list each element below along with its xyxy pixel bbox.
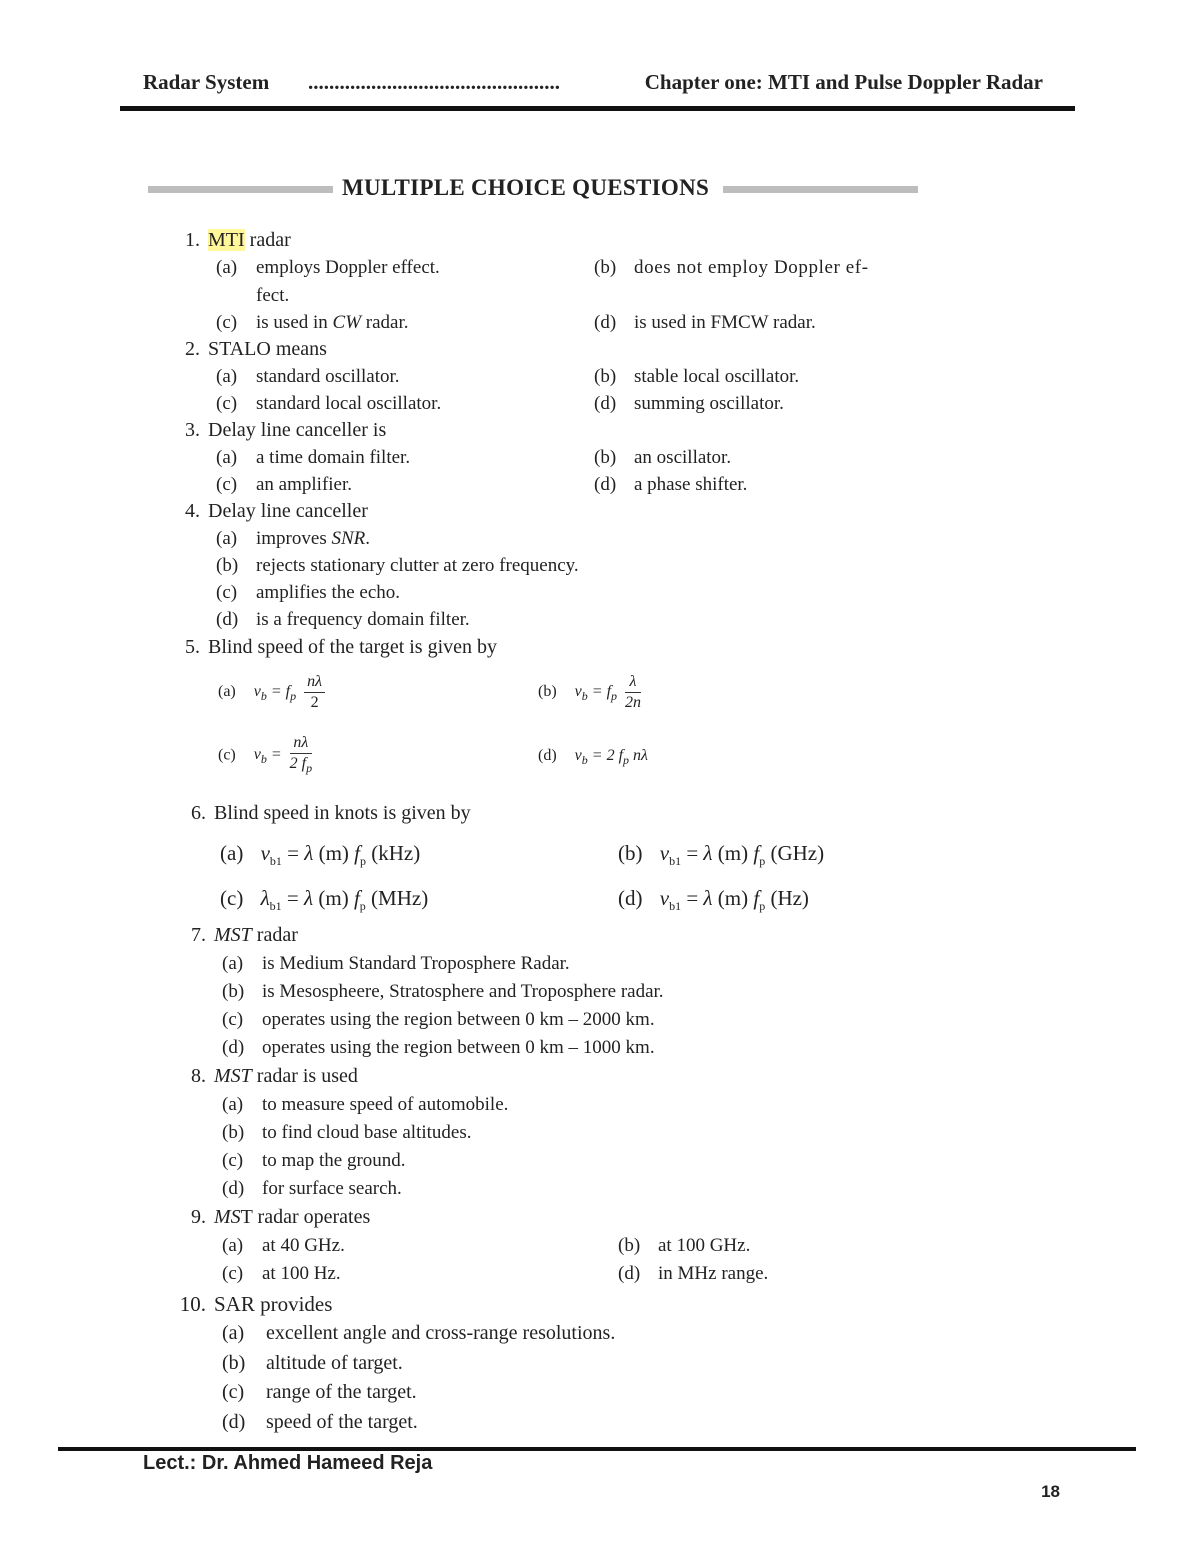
option-text: speed of the target. xyxy=(266,1411,418,1433)
option-label: (b) xyxy=(618,841,643,865)
text-part: is used in xyxy=(256,312,333,333)
question-stem: Delay line canceller is xyxy=(208,419,387,441)
option-text: to find cloud base altitudes. xyxy=(262,1122,472,1143)
option-5a xyxy=(218,672,325,713)
option-5b xyxy=(538,672,641,713)
option-label: (d) xyxy=(538,747,557,764)
page-header xyxy=(143,70,1043,100)
option-text: to map the ground. xyxy=(262,1150,406,1171)
option-text: rejects stationary clutter at zero frequency. xyxy=(256,555,579,576)
option-text: fect. xyxy=(256,285,290,306)
footer-rule xyxy=(58,1447,1136,1451)
option-text: is a frequency domain filter. xyxy=(256,609,470,630)
option-text: range of the target. xyxy=(266,1381,417,1403)
option-text: is Mesospheere, Stratosphere and Troposphere radar. xyxy=(262,981,664,1002)
option-label: (c) xyxy=(216,393,238,414)
option-text: is Medium Standard Troposphere Radar. xyxy=(262,953,570,974)
question-stem: Blind speed of the target is given by xyxy=(208,636,498,658)
option-label: (a) xyxy=(222,1094,244,1115)
question-number: 10. xyxy=(179,1292,206,1316)
option-label: (b) xyxy=(594,447,617,468)
option-6d xyxy=(618,886,809,914)
text-part: . xyxy=(365,528,370,549)
unit: (Hz) xyxy=(770,886,809,910)
option-6c xyxy=(220,886,428,914)
option-label: (a) xyxy=(216,528,238,549)
question-stem: SAR provides xyxy=(214,1292,333,1316)
option-label: (a) xyxy=(222,953,244,974)
stem-text: radar xyxy=(244,229,291,251)
option-label: (d) xyxy=(594,393,617,414)
question-number: 2. xyxy=(185,338,200,360)
option-5d xyxy=(538,747,648,768)
question-number: 3. xyxy=(185,419,200,441)
option-label: (c) xyxy=(218,746,236,764)
option-text: for surface search. xyxy=(262,1178,402,1199)
option-label: (d) xyxy=(222,1411,246,1433)
option-text: standard oscillator. xyxy=(256,366,400,387)
question-number: 5. xyxy=(185,636,200,658)
unit: (GHz) xyxy=(770,841,825,865)
formula-6d: $v_{b1} = \lambda$ (m) $f_p$ (Hz) xyxy=(659,886,809,914)
option-label: (c) xyxy=(216,582,238,603)
unit: (MHz) xyxy=(371,886,429,910)
option-text: is used in FMCW radar. xyxy=(634,312,816,333)
option-label: (b) xyxy=(222,981,245,1002)
stem-text: radar xyxy=(251,924,298,946)
text-italic: CW xyxy=(332,312,362,333)
option-label: (c) xyxy=(216,474,238,495)
stem-italic: MS xyxy=(214,1206,241,1228)
question-stem xyxy=(214,924,298,947)
section-title: MULTIPLE CHOICE QUESTIONS xyxy=(338,175,713,201)
option-label: (c) xyxy=(216,312,238,333)
option-label: (b) xyxy=(222,1122,245,1143)
question-number: 1. xyxy=(185,229,200,251)
option-6a xyxy=(220,841,420,869)
stem-text: T radar operates xyxy=(240,1206,371,1228)
question-stem: STALO means xyxy=(208,338,327,360)
fraction: $\frac{\lambda}{2n}$ xyxy=(625,673,642,711)
option-label: (a) xyxy=(222,1235,244,1256)
header-book-title: Radar System xyxy=(143,70,270,94)
footer-lecturer: Lect.: Dr. Ahmed Hameed Reja xyxy=(143,1452,433,1474)
option-text: summing oscillator. xyxy=(634,393,784,414)
option-text: amplifies the echo. xyxy=(256,582,401,603)
fraction: $\frac{n\lambda}{2}$ xyxy=(304,672,325,713)
option-label: (d) xyxy=(618,886,643,910)
option-text: standard local oscillator. xyxy=(256,393,442,414)
text-part: radar. xyxy=(361,312,409,333)
option-text: a phase shifter. xyxy=(634,474,748,495)
question-number: 6. xyxy=(191,802,206,824)
header-leader-dots: ................................................ xyxy=(308,70,560,94)
option-text: at 100 GHz. xyxy=(658,1235,751,1256)
option-text: employs Doppler effect. xyxy=(256,257,440,278)
option-text xyxy=(256,312,409,334)
option-6b xyxy=(618,841,824,869)
option-label: (a) xyxy=(216,257,238,278)
header-chapter-title: Chapter one: MTI and Pulse Doppler Radar xyxy=(644,70,1043,94)
formula-6c: $\lambda_{b1} = \lambda$ (m) $f_p$ (MHz) xyxy=(260,886,429,914)
option-text: operates using the region between 0 km – 1000 km. xyxy=(262,1037,655,1058)
option-text: does not employ Doppler ef- xyxy=(634,257,869,278)
unit: (kHz) xyxy=(371,841,421,865)
formula-5a: $v_b = f_p$ $\frac{n\lambda}{2}$ xyxy=(254,683,325,700)
option-label: (d) xyxy=(216,609,239,630)
option-label: (d) xyxy=(222,1037,245,1058)
section-heading xyxy=(148,175,918,205)
option-label: (b) xyxy=(538,683,557,701)
option-text: altitude of target. xyxy=(266,1352,403,1374)
option-text: in MHz range. xyxy=(658,1263,769,1284)
heading-bar-left xyxy=(148,186,333,193)
option-label: (d) xyxy=(594,474,617,495)
formula-5c: $v_b$ = $\frac{n\lambda}{2 f_p}$ xyxy=(254,746,312,763)
option-1a-cont xyxy=(256,285,289,307)
text-italic: SNR xyxy=(331,528,366,549)
option-text: an amplifier. xyxy=(256,474,353,495)
option-label: (c) xyxy=(222,1009,244,1030)
formula-5b: $v_b = f_p$ $\frac{\lambda}{2n}$ xyxy=(574,673,642,711)
header-rule xyxy=(120,106,1075,111)
stem-italic: MST xyxy=(214,924,252,946)
option-label: (a) xyxy=(216,366,238,387)
question-stem xyxy=(214,1065,358,1088)
heading-bar-right xyxy=(723,186,918,193)
option-label: (d) xyxy=(594,312,617,333)
option-label: (b) xyxy=(594,257,617,278)
option-label: (b) xyxy=(222,1352,246,1374)
formula-5d: $v_b = 2$ $f_p$ nλ xyxy=(574,747,648,768)
question-stem xyxy=(214,1206,370,1229)
question-number: 7. xyxy=(191,924,206,946)
option-text: stable local oscillator. xyxy=(634,366,800,387)
question-stem: Blind speed in knots is given by xyxy=(214,802,471,824)
formula-6b: $v_{b1} = \lambda$ (m) $f_p$ (GHz) xyxy=(659,841,825,869)
text-part: improves xyxy=(256,528,332,549)
option-label: (a) xyxy=(222,1322,245,1344)
question-number: 8. xyxy=(191,1065,206,1087)
stem-text: radar is used xyxy=(251,1065,358,1087)
option-label: (d) xyxy=(618,1263,641,1284)
option-text: an oscillator. xyxy=(634,447,732,468)
option-label: (b) xyxy=(594,366,617,387)
question-number: 9. xyxy=(191,1206,206,1228)
question-stem xyxy=(208,229,291,252)
formula-6a: $v_{b1} = \lambda$ (m) $f_p$ (kHz) xyxy=(260,841,421,869)
option-text: operates using the region between 0 km – 2000 km. xyxy=(262,1009,655,1030)
option-text: excellent angle and cross-range resolutions. xyxy=(266,1322,616,1344)
option-label: (c) xyxy=(222,1381,245,1403)
option-text: at 100 Hz. xyxy=(262,1263,341,1284)
stem-italic: MST xyxy=(214,1065,252,1087)
page-number: 18 xyxy=(1041,1482,1060,1501)
option-label: (c) xyxy=(222,1150,244,1171)
question-number: 4. xyxy=(185,500,200,522)
option-text: to measure speed of automobile. xyxy=(262,1094,509,1115)
option-label: (a) xyxy=(220,841,244,865)
option-label: (b) xyxy=(216,555,239,576)
option-5c xyxy=(218,733,312,778)
highlighted-term: MTI xyxy=(208,229,245,251)
option-label: (a) xyxy=(216,447,238,468)
option-text: at 40 GHz. xyxy=(262,1235,345,1256)
fraction: $\frac{n\lambda}{2 f_p}$ xyxy=(289,734,313,776)
option-text: a time domain filter. xyxy=(256,447,411,468)
option-label: (b) xyxy=(618,1235,641,1256)
option-label: (c) xyxy=(222,1263,244,1284)
option-text xyxy=(256,528,370,550)
option-label: (d) xyxy=(222,1178,245,1199)
option-label: (c) xyxy=(220,886,244,910)
option-label: (a) xyxy=(218,683,236,701)
question-stem: Delay line canceller xyxy=(208,500,368,522)
